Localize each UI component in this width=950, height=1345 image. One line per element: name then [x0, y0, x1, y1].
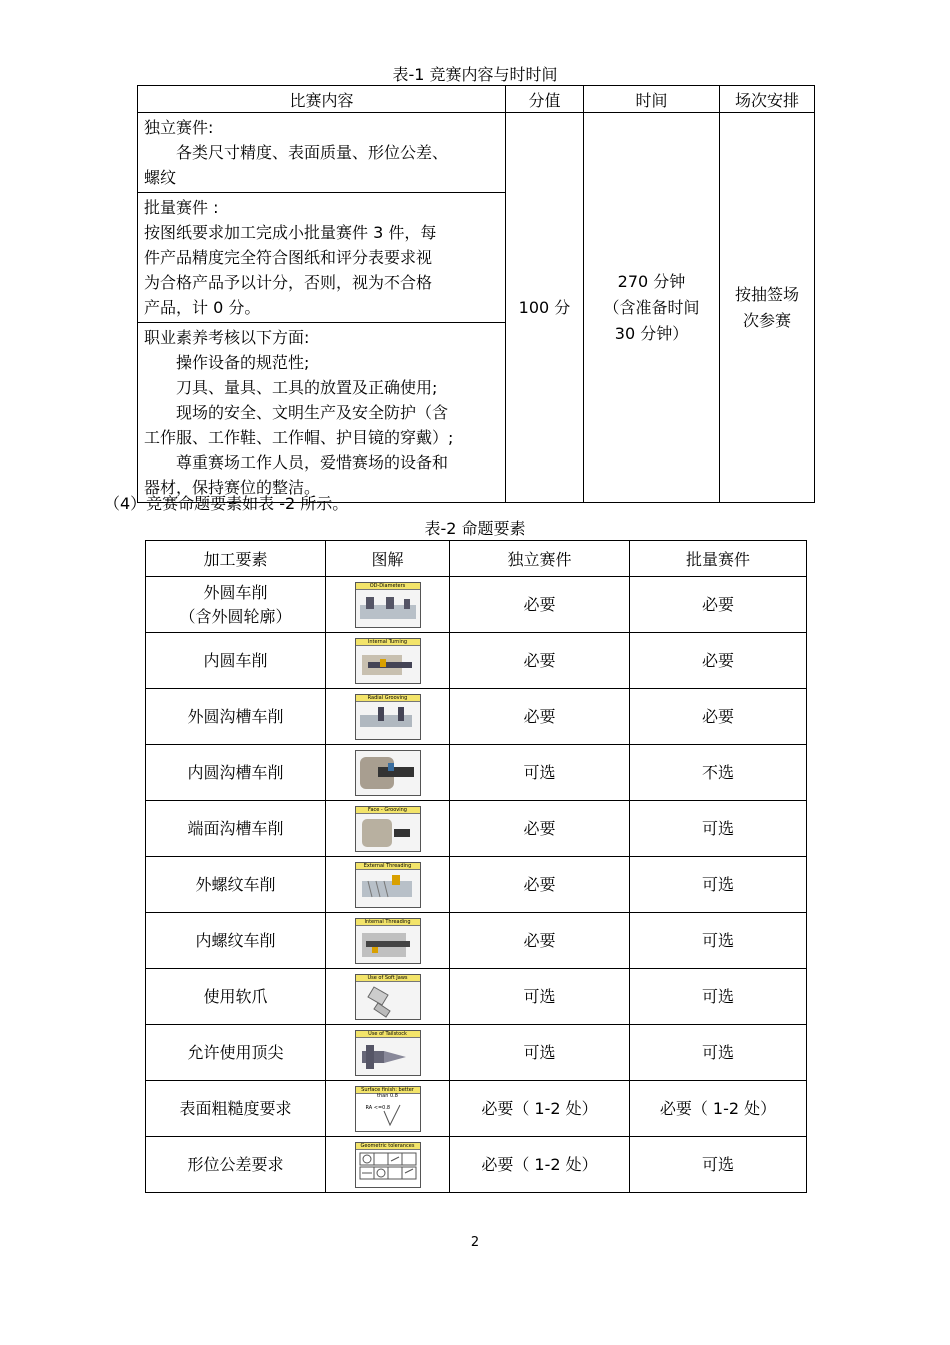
element-name: 形位公差要求 [146, 1137, 326, 1193]
diagram-title: Use of Soft Jaws [356, 975, 420, 982]
time-line-1: 270 分钟 [617, 271, 686, 291]
table-row [146, 969, 807, 1025]
batch-value: 可选 [630, 1137, 807, 1193]
quality-line-4: 工作服、工作鞋、工作帽、护目镜的穿戴）; [144, 428, 454, 447]
independent-part-cell [138, 113, 506, 193]
internal-threading-icon [355, 918, 421, 964]
independent-value: 可选 [450, 745, 630, 801]
batch-line-2: 件产品精度完全符合图纸和评分表要求视 [144, 248, 433, 267]
diagram-cell [326, 1081, 450, 1137]
independent-value: 必要 [450, 689, 630, 745]
batch-value: 必要 [630, 689, 807, 745]
table-row [146, 1081, 807, 1137]
table-row [146, 577, 807, 633]
quality-line-2: 刀具、量具、工具的放置及正确使用; [176, 378, 438, 397]
quality-title: 职业素养考核以下方面: [144, 328, 310, 347]
independent-value: 必要 [450, 857, 630, 913]
table-row [146, 1025, 807, 1081]
batch-value: 可选 [630, 913, 807, 969]
element-name: 内圆车削 [146, 633, 326, 689]
diagram-title: Surface finish: better than 0.8 [356, 1087, 420, 1094]
independent-value: 必要 [450, 913, 630, 969]
table-row [146, 745, 807, 801]
batch-value: 可选 [630, 801, 807, 857]
external-threading-icon [355, 862, 421, 908]
session-line-1: 按抽签场 [734, 284, 799, 304]
quality-line-3: 现场的安全、文明生产及安全防护（含 [176, 403, 449, 422]
table-row [146, 801, 807, 857]
batch-value: 必要 [630, 633, 807, 689]
paragraph-text: （4）竞赛命题要素如表 -2 所示。 [104, 494, 349, 513]
soft-jaws-icon [355, 974, 421, 1020]
header-batch: 批量赛件 [630, 541, 807, 577]
diagram-cell [326, 801, 450, 857]
diagram-cell [326, 633, 450, 689]
independent-text: 各类尺寸精度、表面质量、形位公差、 [176, 143, 449, 162]
time-cell [584, 113, 720, 503]
element-name: 外螺纹车削 [146, 857, 326, 913]
independent-value: 必要（ 1-2 处） [450, 1137, 630, 1193]
element-name: 外圆沟槽车削 [146, 689, 326, 745]
table1-header-row [138, 86, 815, 113]
batch-value: 必要（ 1-2 处） [630, 1081, 807, 1137]
element-name: 表面粗糙度要求 [146, 1081, 326, 1137]
professional-quality-cell [138, 323, 506, 503]
table-row [146, 1137, 807, 1193]
batch-value: 必要 [630, 577, 807, 633]
independent-value: 必要（ 1-2 处） [450, 1081, 630, 1137]
batch-value: 不选 [630, 745, 807, 801]
independent-text-2: 螺纹 [144, 168, 177, 187]
diagram-cell [326, 969, 450, 1025]
header-element: 加工要素 [146, 541, 326, 577]
diagram-cell [326, 577, 450, 633]
independent-value: 可选 [450, 1025, 630, 1081]
independent-title: 独立赛件: [144, 118, 214, 137]
batch-value: 可选 [630, 969, 807, 1025]
face-grooving-icon [355, 806, 421, 852]
element-name: 允许使用顶尖 [146, 1025, 326, 1081]
diagram-cell [326, 1137, 450, 1193]
batch-value: 可选 [630, 1025, 807, 1081]
table-row [146, 633, 807, 689]
header-diagram: 图解 [326, 541, 450, 577]
session-line-2: 次参赛 [742, 310, 791, 330]
internal-grooving-icon [355, 750, 421, 796]
diagram-cell [326, 857, 450, 913]
geometric-tolerance-icon [355, 1142, 421, 1188]
time-line-3: 30 分钟） [614, 323, 689, 343]
competition-content-table [137, 85, 815, 503]
table2-header-row [146, 541, 807, 577]
page-number: 2 [470, 1235, 480, 1250]
roughness-text: RA <=0.8 [365, 1104, 391, 1111]
diagram-cell [326, 1025, 450, 1081]
batch-title: 批量赛件 : [144, 198, 219, 217]
quality-line-6: 器材，保持赛位的整洁。 [144, 478, 321, 497]
independent-value: 必要 [450, 633, 630, 689]
table-row [146, 913, 807, 969]
header-session: 场次安排 [720, 86, 815, 113]
internal-turning-icon [355, 638, 421, 684]
table-row [146, 857, 807, 913]
batch-line-4: 产品，计 0 分。 [144, 298, 261, 317]
element-name-line-2: （含外圆轮廓） [179, 606, 292, 626]
quality-line-1: 操作设备的规范性; [176, 353, 310, 372]
batch-part-cell [138, 193, 506, 323]
proposition-elements-table [145, 540, 807, 1193]
batch-line-3: 为合格产品予以计分，否则，视为不合格 [144, 273, 433, 292]
independent-value: 必要 [450, 577, 630, 633]
element-name: 端面沟槽车削 [146, 801, 326, 857]
table1-caption: 表-1 竞赛内容与时时间 [392, 65, 558, 84]
header-content: 比赛内容 [138, 86, 506, 113]
batch-value: 可选 [630, 857, 807, 913]
table2-caption: 表-2 命题要素 [424, 519, 526, 538]
element-name-line-1: 外圆车削 [203, 582, 268, 602]
header-score: 分值 [506, 86, 584, 113]
surface-roughness-icon [355, 1086, 421, 1132]
header-independent: 独立赛件 [450, 541, 630, 577]
element-name: 使用软爪 [146, 969, 326, 1025]
element-name [146, 577, 326, 633]
diagram-title: OD-Diameters [356, 583, 420, 590]
score-cell: 100 分 [506, 113, 584, 503]
diagram-cell [326, 745, 450, 801]
tailstock-icon [355, 1030, 421, 1076]
od-turning-icon [355, 582, 421, 628]
table-row [146, 689, 807, 745]
diagram-title: Internal Threading [356, 919, 420, 926]
element-name: 内圆沟槽车削 [146, 745, 326, 801]
radial-grooving-icon [355, 694, 421, 740]
diagram-cell [326, 913, 450, 969]
header-time: 时间 [584, 86, 720, 113]
time-line-2: （含准备时间 [603, 297, 700, 317]
diagram-cell [326, 689, 450, 745]
quality-line-5: 尊重赛场工作人员，爱惜赛场的设备和 [176, 453, 449, 472]
element-name: 内螺纹车削 [146, 913, 326, 969]
diagram-title: Internal Turning [356, 639, 420, 646]
batch-line-1: 按图纸要求加工完成小批量赛件 3 件，每 [144, 223, 437, 242]
independent-value: 必要 [450, 801, 630, 857]
session-cell [720, 113, 815, 503]
diagram-title: Use of Tailstock [356, 1031, 420, 1038]
diagram-title: Geometric tolerances [356, 1143, 420, 1150]
diagram-title: Face - Grooving [356, 807, 420, 814]
independent-value: 可选 [450, 969, 630, 1025]
diagram-title: External Threading [356, 863, 420, 870]
diagram-title: Radial Grooving [356, 695, 420, 702]
